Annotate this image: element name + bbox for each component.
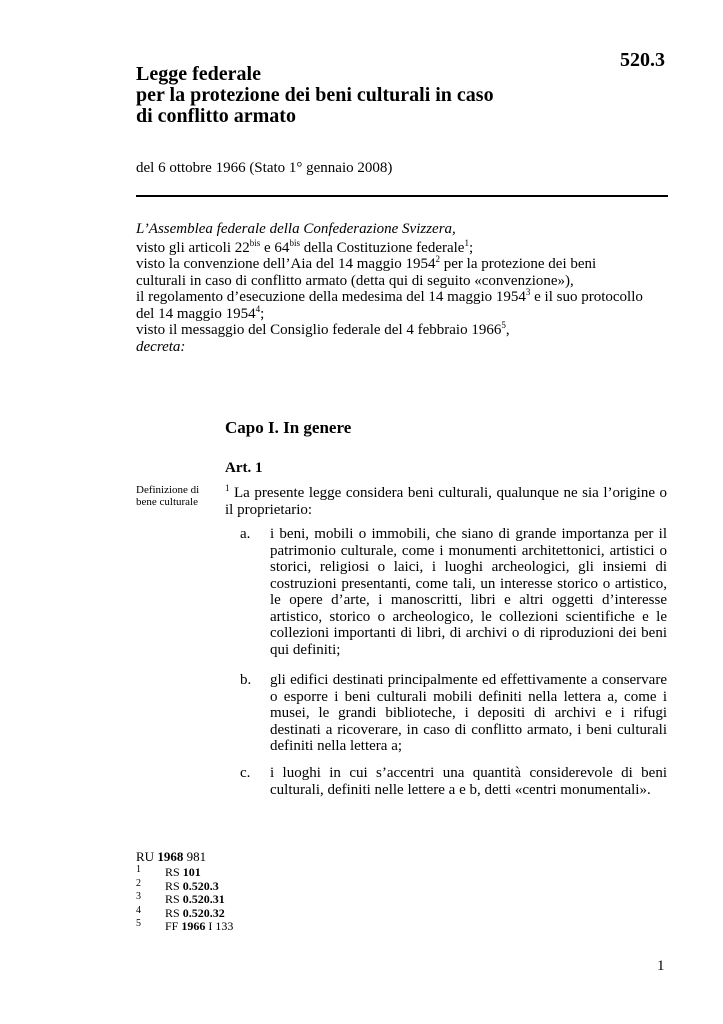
list-item-label: b.	[240, 672, 252, 688]
law-date: del 6 ottobre 1966 (Stato 1° gennaio 2008)	[136, 160, 393, 176]
footnote-ref[interactable]: 1	[464, 237, 469, 248]
footnote-ref[interactable]: 3	[525, 287, 531, 297]
footnote: 1 RS 101	[136, 864, 201, 879]
chapter-heading: Capo I. In genere	[225, 418, 352, 437]
preamble-line: culturali in caso di conflitto armato (detta qui di seguito «convenzione»),	[136, 272, 574, 289]
ru-reference: RU 1968 981	[136, 849, 207, 864]
footnotes	[136, 866, 336, 934]
sr-number: 520.3	[620, 49, 665, 71]
preamble-line: visto il messaggio del Consiglio federale del 4 febbraio 1966$^5$,	[136, 320, 510, 338]
preamble-line: visto gli articoli $22^{bis}$ e $64^{bis}$ della Costituzione federale$^1$;	[136, 237, 474, 256]
title-line: di conflitto armato	[136, 105, 296, 127]
footnote-ref[interactable]: 4	[255, 303, 261, 314]
list-item-label: a.	[240, 526, 251, 542]
margin-note-line: Definizione di	[136, 484, 200, 496]
law-title	[136, 64, 606, 127]
title-line: Legge federale	[136, 63, 261, 85]
footnote-ref[interactable]: 2	[435, 254, 441, 264]
paragraph-number: 1	[225, 483, 230, 493]
footnote-ref[interactable]: 5	[501, 320, 506, 330]
list-item-text: i luoghi in cui s’accentri una quantità considerevole di beni culturali, definiti nelle lettere a e b, detti «centri monumentali».	[270, 765, 667, 798]
article-paragraph: $^1$ La presente legge considera beni culturali, qualunque ne sia l’origine o il proprietario:	[225, 483, 667, 518]
article-heading: Art. 1	[225, 460, 263, 476]
preamble-line: del 14 maggio 1954$^4$;	[136, 303, 265, 322]
footnote: 4 RS 0.520.32	[136, 904, 225, 920]
preamble-decree: decreta:	[136, 338, 186, 355]
header-divider	[136, 195, 668, 197]
preamble-line: visto la convenzione dell’Aia del 14 maggio 1954$^2$ per la protezione dei beni	[136, 254, 597, 272]
margin-note	[136, 484, 216, 508]
list-item-text: gli edifici destinati principalmente ed effettivamente a conservare o esporre i beni culturali mobili definiti nella lettera a, come i musei, le grandi biblioteche, i depositi di archivi e i rifugi destinati a ricoverare, in caso di conflitto armato, i beni culturali definiti nella lettera a;	[270, 672, 667, 754]
footnote: 5 FF 1966 I 133	[136, 918, 234, 933]
preamble	[136, 221, 676, 355]
page-number: 1	[657, 958, 665, 974]
list-item-text: i beni, mobili o immobili, che siano di grande importanza per il patrimonio culturale, come i monumenti architettonici, artistici o storici, religiosi o laici, i luoghi archeologici, gli insiemi di costruzioni presentanti, come tali, un interesse storico o artistico, le opere d’arte, i manoscritti, libri e altri oggetti d’interesse artistico, storico o archeologico, le collezioni scientifiche e le collezioni importanti di libri, di archivi o di riproduzioni dei beni qui definiti;	[270, 526, 667, 658]
preamble-line: il regolamento d’esecuzione della medesima del 14 maggio 1954$^3$ e il suo protocollo	[136, 287, 643, 305]
preamble-authority: L’Assemblea federale della Confederazione Svizzera,	[136, 221, 456, 237]
title-line: per la protezione dei beni culturali in caso	[136, 84, 494, 106]
list-item-label: c.	[240, 765, 251, 781]
footnote: 3 RS 0.520.31	[136, 891, 225, 906]
footnote: 2 RS 0.520.3	[136, 877, 219, 893]
margin-note-line: bene culturale	[136, 496, 198, 508]
